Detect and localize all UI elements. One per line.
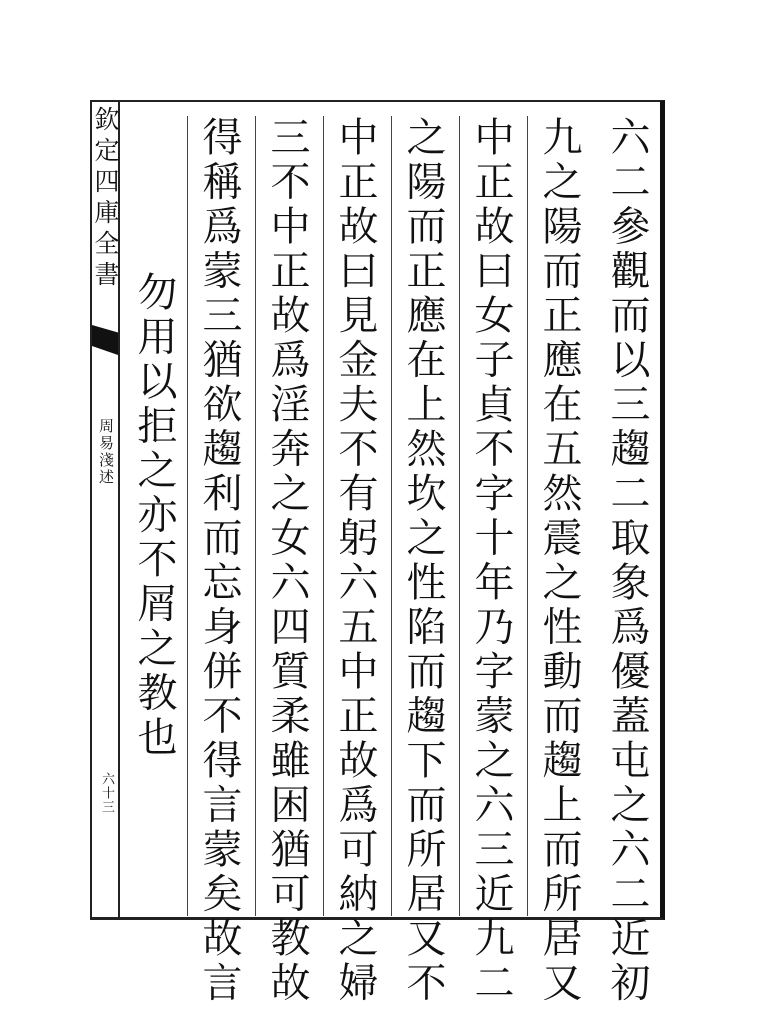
text-column-1: 六二參觀而以三趨二取象爲優蓋屯之六二近初 [604, 116, 650, 1006]
text-column-6: 三不中正故爲淫奔之女六四質柔雖困猶可教故 [255, 116, 319, 916]
text-column-4: 之陽而正應在上然坎之性陷而趨下而所居又不 [391, 116, 455, 916]
page-number: 六十三 [99, 772, 114, 814]
text-column-3: 中正故曰女子貞不字十年乃字蒙之六三近九二 [459, 116, 523, 916]
text-column-2: 九之陽而正應在五然震之性動而趨上而所居又 [527, 116, 591, 916]
text-column-5: 中正故曰見金夫不有躬六五中正故爲可納之婦 [323, 116, 387, 916]
text-column-8: 勿用以拒之亦不屑之教也 [131, 271, 177, 761]
book-title: 周易淺述 [97, 418, 115, 486]
library-title: 欽定四庫全書 [91, 106, 120, 292]
text-column-7: 得稱爲蒙三猶欲趨利而忘身併不得言蒙矣故言 [187, 116, 251, 916]
